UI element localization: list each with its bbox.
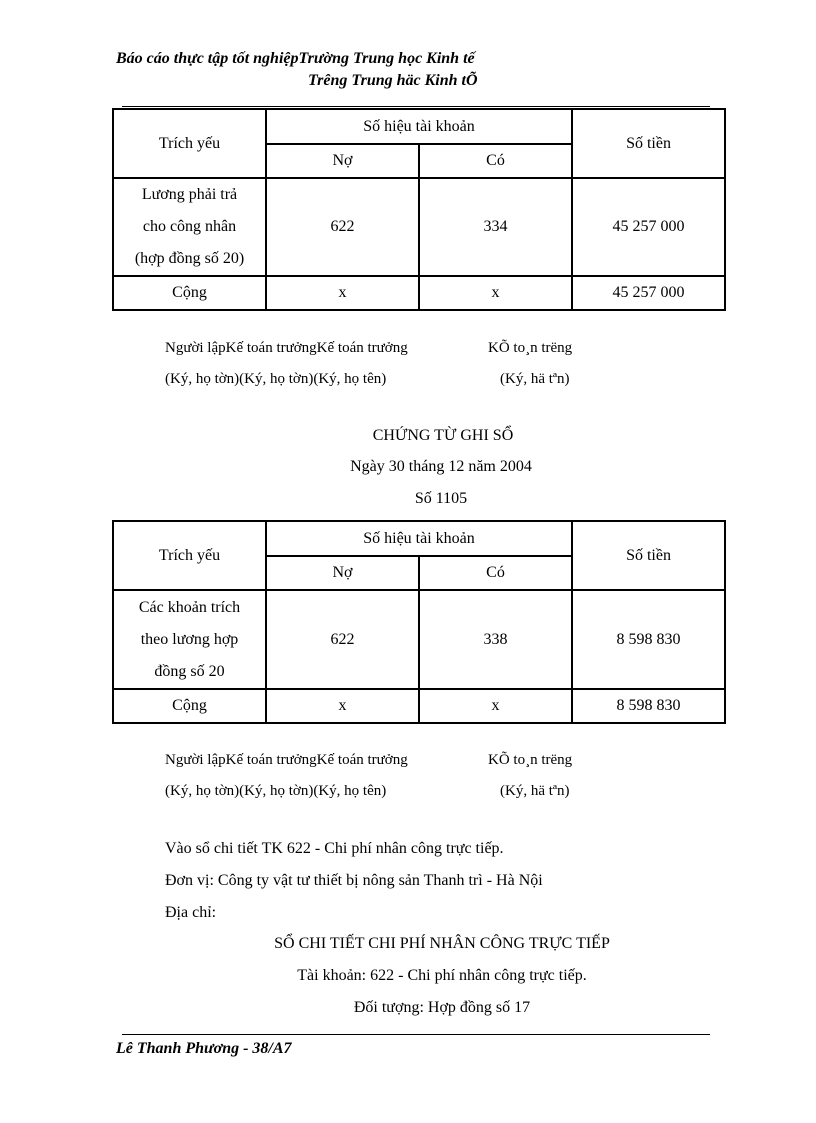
voucher-table-1 xyxy=(112,108,726,311)
row-desc-line: Lương phải trả xyxy=(141,186,238,203)
signature-roles: Người lậpKế toán trưởngKế toán trưởng xyxy=(165,752,408,768)
voucher-date: Ngày 30 tháng 12 năm 2004 xyxy=(350,458,532,475)
row-amount: 45 257 000 xyxy=(572,178,725,276)
col-header-desc: Trích yếu xyxy=(113,109,266,178)
total-label: Cộng xyxy=(113,276,266,310)
total-row xyxy=(113,689,725,723)
voucher-number: Số 1105 xyxy=(414,490,468,507)
total-credit: x xyxy=(419,276,572,310)
row-desc-line: Các khoản trích xyxy=(138,598,241,616)
ledger-address: Địa chỉ: xyxy=(165,904,217,921)
col-header-desc: Trích yếu xyxy=(113,521,266,590)
ledger-account: Tài khoản: 622 - Chi phí nhân công trực tiếp. xyxy=(297,967,587,984)
col-header-debit: Nợ xyxy=(266,556,419,590)
voucher-title: CHỨNG TỪ GHI SỔ xyxy=(372,427,514,444)
total-row xyxy=(113,276,725,310)
row-desc-line: cho công nhân xyxy=(142,218,237,235)
signature-director-note: (Ký, hä tªn) xyxy=(500,371,570,387)
ledger-unit: Đơn vị: Công ty vật tư thiết bị nông sản Thanh trì - Hà Nội xyxy=(165,872,543,889)
row-desc-line: theo lương hợp xyxy=(140,630,239,648)
footer-author: Lê Thanh Phương - 38/A7 xyxy=(116,1040,292,1057)
total-credit: x xyxy=(419,689,572,723)
col-header-amount: Số tiền xyxy=(572,109,725,178)
ledger-title: SỔ CHI TIẾT CHI PHÍ NHÂN CÔNG TRỰC TIẾP xyxy=(274,935,610,952)
signature-roles: Người lậpKế toán trưởngKế toán trưởng xyxy=(165,340,408,356)
footer-divider xyxy=(122,1034,710,1035)
row-desc-line: đồng số 20 xyxy=(154,662,225,680)
ledger-subject: Đối tượng: Hợp đồng số 17 xyxy=(353,999,531,1016)
row-debit: 622 xyxy=(266,590,419,689)
row-desc xyxy=(113,178,266,276)
total-debit: x xyxy=(266,276,419,310)
row-desc xyxy=(113,590,266,689)
report-header-title: Báo cáo thực tập tốt nghiệpTrường Trung học Kinh tế xyxy=(116,50,475,67)
report-header-subtitle: Trêng Trung häc Kinh tÕ xyxy=(308,72,478,89)
signature-note: (Ký, họ tờn)(Ký, họ tờn)(Ký, họ tên) xyxy=(165,783,387,799)
voucher-table-2 xyxy=(112,520,726,724)
signature-director-note: (Ký, hä tªn) xyxy=(500,783,570,799)
ledger-intro: Vào sổ chi tiết TK 622 - Chi phí nhân công trực tiếp. xyxy=(165,840,504,857)
col-header-account-group: Số hiệu tài khoản xyxy=(266,109,572,144)
total-debit: x xyxy=(266,689,419,723)
total-amount: 45 257 000 xyxy=(572,276,725,310)
col-header-credit: Có xyxy=(419,556,572,590)
table-row xyxy=(113,590,725,689)
table-row xyxy=(113,178,725,276)
row-amount: 8 598 830 xyxy=(572,590,725,689)
row-credit: 334 xyxy=(419,178,572,276)
header-divider xyxy=(122,106,710,107)
signature-director: KÕ to¸n trëng xyxy=(488,752,573,768)
signature-director: KÕ to¸n trëng xyxy=(488,340,573,356)
total-amount: 8 598 830 xyxy=(572,689,725,723)
signature-note: (Ký, họ tờn)(Ký, họ tờn)(Ký, họ tên) xyxy=(165,371,387,387)
col-header-debit: Nợ xyxy=(266,144,419,178)
col-header-account-group: Số hiệu tài khoản xyxy=(266,521,572,556)
row-credit: 338 xyxy=(419,590,572,689)
col-header-credit: Có xyxy=(419,144,572,178)
col-header-amount: Số tiền xyxy=(572,521,725,590)
row-desc-line: (hợp đồng số 20) xyxy=(134,250,245,267)
row-debit: 622 xyxy=(266,178,419,276)
total-label: Cộng xyxy=(113,689,266,723)
